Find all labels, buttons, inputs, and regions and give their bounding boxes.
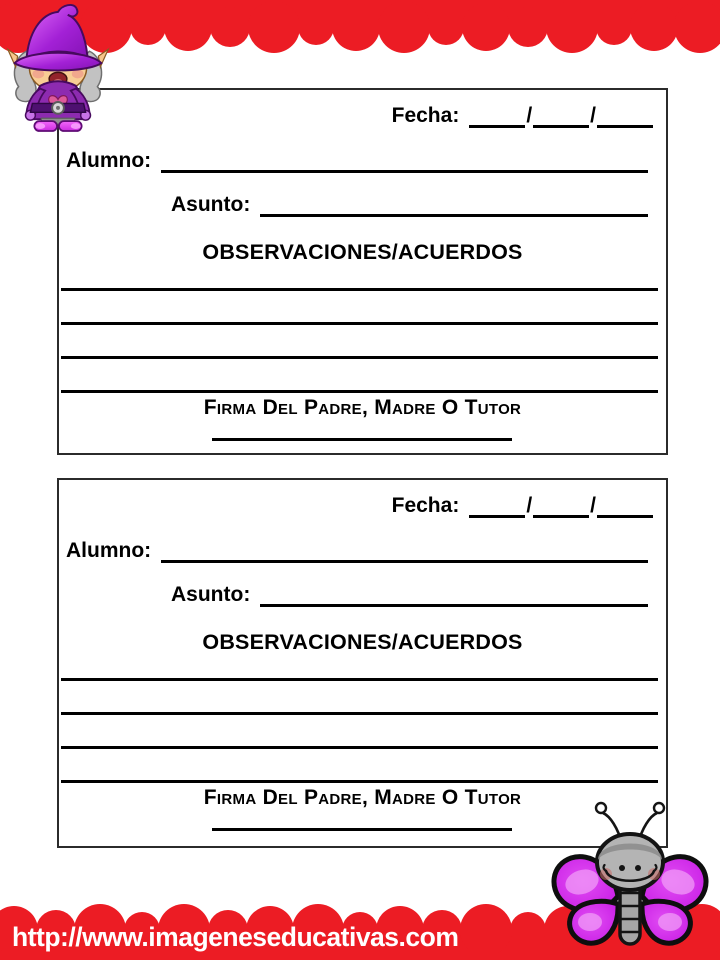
date-day-blank (469, 492, 525, 518)
observation-card-1 (57, 88, 668, 455)
alumno-blank-line (161, 146, 648, 173)
asunto-label: Asunto: (171, 583, 251, 606)
date-slash: / (590, 104, 596, 127)
date-slash: / (526, 104, 533, 127)
firma-heading: Firma Del Padre, Madre O Tutor (203, 786, 522, 809)
asunto-row (171, 190, 648, 217)
butterfly-illustration (546, 792, 714, 960)
writing-line (61, 780, 658, 783)
gnome-girl-illustration (4, 2, 112, 132)
observaciones-heading: OBSERVACIONES/ACUERDOS (202, 240, 523, 264)
alumno-label: Alumno: (66, 539, 152, 562)
asunto-row (171, 580, 648, 607)
signature-line (212, 828, 512, 831)
footer-site-url: http://www.imageneseducativas.com (12, 922, 459, 952)
writing-line (61, 390, 658, 393)
date-year-blank (597, 492, 653, 518)
date-slash: / (526, 494, 533, 517)
writing-line (61, 746, 658, 749)
writing-line (61, 356, 658, 359)
date-day-blank (469, 102, 525, 128)
alumno-blank-line (161, 536, 648, 563)
asunto-label: Asunto: (171, 193, 251, 216)
writing-line (61, 678, 658, 681)
writing-line (61, 712, 658, 715)
writing-line (61, 322, 658, 325)
date-month-blank (533, 102, 589, 128)
fecha-row (392, 102, 653, 128)
alumno-row (66, 146, 648, 173)
writing-line (61, 288, 658, 291)
date-year-blank (597, 102, 653, 128)
firma-heading: Firma Del Padre, Madre O Tutor (203, 396, 522, 419)
date-month-blank (533, 492, 589, 518)
date-slash: / (590, 494, 596, 517)
asunto-blank-line (260, 580, 648, 607)
fecha-row (392, 492, 653, 518)
asunto-blank-line (260, 190, 648, 217)
alumno-row (66, 536, 648, 563)
observaciones-heading: OBSERVACIONES/ACUERDOS (202, 630, 523, 654)
signature-line (212, 438, 512, 441)
fecha-label: Fecha: (391, 494, 460, 517)
fecha-label: Fecha: (391, 104, 460, 127)
alumno-label: Alumno: (66, 149, 152, 172)
